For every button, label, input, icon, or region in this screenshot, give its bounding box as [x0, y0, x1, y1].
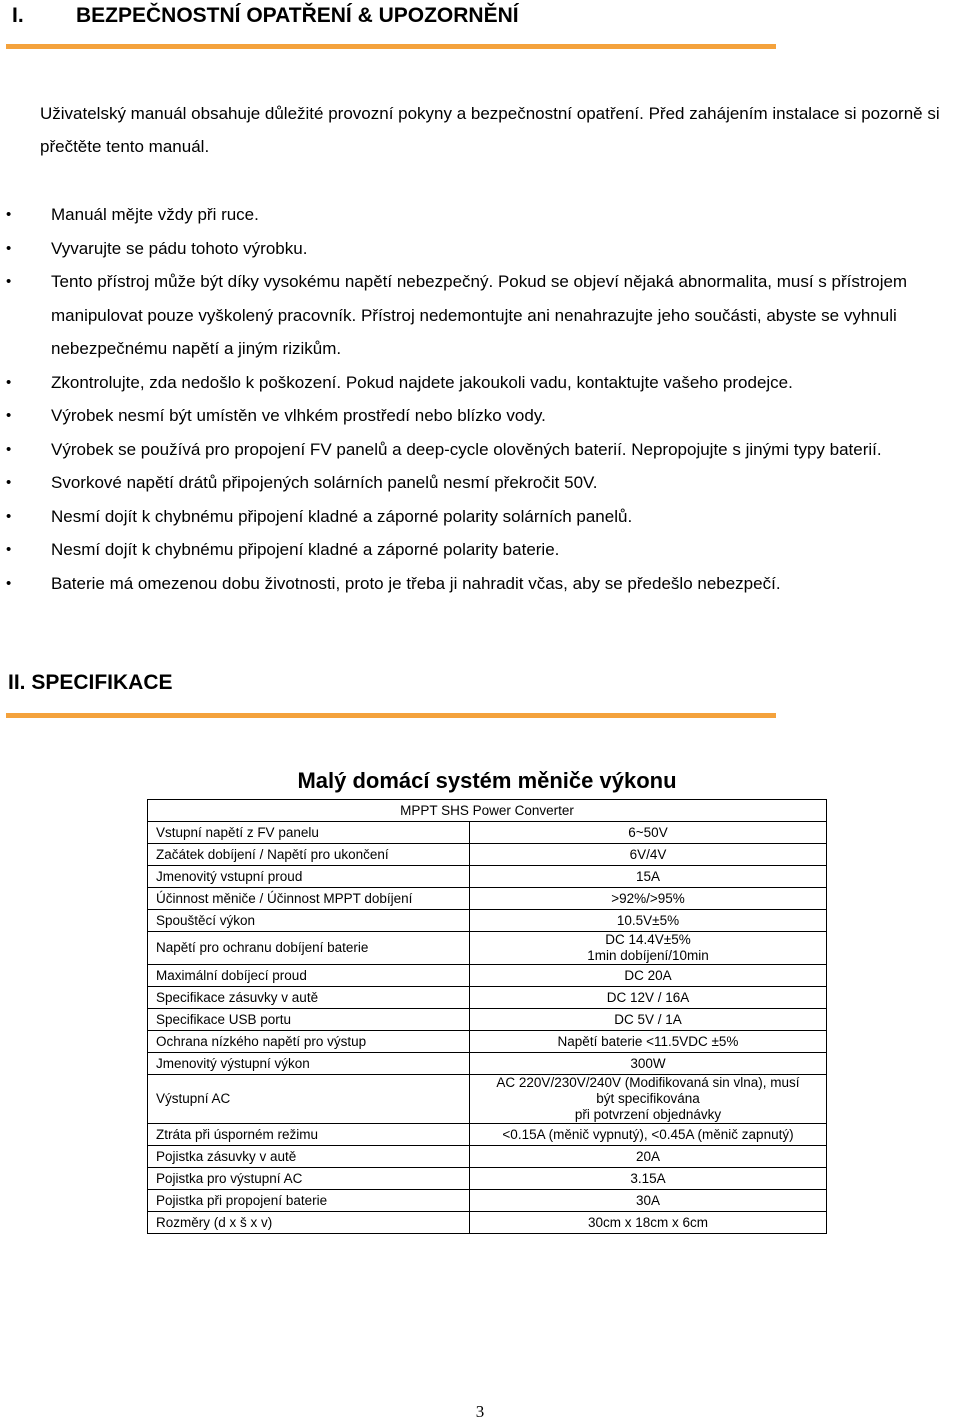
spec-row [148, 965, 827, 987]
spec-row [148, 1190, 827, 1212]
spec-value: DC 5V / 1A [470, 1009, 827, 1031]
spec-label: Rozměry (d x š x v) [148, 1212, 470, 1234]
spec-value: AC 220V/230V/240V (Modifikovaná sin vlna), musí být specifikována při potvrzení objednávky [470, 1075, 827, 1124]
spec-value: 20A [470, 1146, 827, 1168]
spec-value: 6V/4V [470, 844, 827, 866]
bullet-item: • Nesmí dojít k chybnému připojení kladné a záporné polarity baterie. [0, 533, 950, 567]
spec-value: 30cm x 18cm x 6cm [470, 1212, 827, 1234]
spec-label: Jmenovitý vstupní proud [148, 866, 470, 888]
spec-label: Ztráta při úsporném režimu [148, 1124, 470, 1146]
spec-subtitle-row [148, 800, 827, 822]
spec-table-subtitle: MPPT SHS Power Converter [148, 800, 827, 822]
spec-value: 15A [470, 866, 827, 888]
spec-label: Pojistka zásuvky v autě [148, 1146, 470, 1168]
spec-row [148, 1009, 827, 1031]
page-number: 3 [475, 1402, 485, 1421]
section-2-heading: II. SPECIFIKACE [8, 671, 173, 694]
spec-row [148, 1075, 827, 1124]
spec-label: Ochrana nízkého napětí pro výstup [148, 1031, 470, 1053]
spec-label: Účinnost měniče / Účinnost MPPT dobíjení [148, 888, 470, 910]
spec-label: Začátek dobíjení / Napětí pro ukončení [148, 844, 470, 866]
spec-row [148, 1053, 827, 1075]
spec-row [148, 822, 827, 844]
bullet-item: • Zkontrolujte, zda nedošlo k poškození. Pokud najdete jakoukoli vadu, kontaktujte vašeho prodejce. [0, 366, 950, 400]
spec-row [148, 1146, 827, 1168]
spec-value: 3.15A [470, 1168, 827, 1190]
spec-label: Výstupní AC [148, 1075, 470, 1124]
intro-paragraph: Uživatelský manuál obsahuje důležité provozní pokyny a bezpečnostní opatření. Před zahájením instalace si pozorně si přečtěte tento manuál. [40, 104, 940, 156]
spec-row [148, 888, 827, 910]
bullet-item: • Vyvarujte se pádu tohoto výrobku. [0, 232, 950, 266]
spec-label: Specifikace USB portu [148, 1009, 470, 1031]
spec-table [147, 799, 827, 1234]
spec-label: Maximální dobíjecí proud [148, 965, 470, 987]
spec-value: 6~50V [470, 822, 827, 844]
spec-label: Vstupní napětí z FV panelu [148, 822, 470, 844]
bullet-item: • Manuál mějte vždy při ruce. [0, 198, 950, 232]
spec-label: Spouštěcí výkon [148, 910, 470, 932]
spec-row [148, 866, 827, 888]
bullet-item: • Výrobek se používá pro propojení FV panelů a deep-cycle olověných baterií. Nepropojujte s jinými typy baterií. [0, 433, 950, 467]
spec-row [148, 1124, 827, 1146]
spec-value: <0.15A (měnič vypnutý), <0.45A (měnič zapnutý) [470, 1124, 827, 1146]
spec-value: Napětí baterie <11.5VDC ±5% [470, 1031, 827, 1053]
spec-value: DC 20A [470, 965, 827, 987]
spec-row [148, 987, 827, 1009]
section-1-rule [6, 44, 776, 49]
spec-row [148, 1212, 827, 1234]
spec-label: Pojistka při propojení baterie [148, 1190, 470, 1212]
spec-row [148, 844, 827, 866]
spec-label: Jmenovitý výstupní výkon [148, 1053, 470, 1075]
bullet-item: • Svorkové napětí drátů připojených solárních panelů nesmí překročit 50V. [0, 466, 950, 500]
spec-value: 10.5V±5% [470, 910, 827, 932]
safety-bullet-list [0, 198, 950, 600]
spec-label: Specifikace zásuvky v autě [148, 987, 470, 1009]
section-1-title: BEZPEČNOSTNÍ OPATŘENÍ & UPOZORNĚNÍ [76, 4, 519, 27]
spec-label: Napětí pro ochranu dobíjení baterie [148, 932, 470, 965]
spec-value: 30A [470, 1190, 827, 1212]
bullet-item: • Nesmí dojít k chybnému připojení kladné a záporné polarity solárních panelů. [0, 500, 950, 534]
spec-table-title: Malý domácí systém měniče výkonu [297, 768, 677, 793]
spec-row [148, 1168, 827, 1190]
spec-row [148, 1031, 827, 1053]
spec-value: >92%/>95% [470, 888, 827, 910]
spec-value: 300W [470, 1053, 827, 1075]
spec-row [148, 932, 827, 965]
section-2-rule [6, 713, 776, 718]
bullet-item: • Tento přístroj může být díky vysokému napětí nebezpečný. Pokud se objeví nějaká abnormalita, musí s přístrojem manipulovat pouze vyškolený pracovník. Přístroj nedemontujte ani nenahrazujte jeho součásti, abyste se vyhnuli nebezpečnému napětí a jiným rizikům. [0, 265, 950, 366]
bullet-item: • Výrobek nesmí být umístěn ve vlhkém prostředí nebo blízko vody. [0, 399, 950, 433]
section-1-number: I. [12, 4, 24, 27]
spec-value: DC 14.4V±5% 1min dobíjení/10min [470, 932, 827, 965]
bullet-item: • Baterie má omezenou dobu životnosti, proto je třeba ji nahradit včas, aby se předešlo nebezpečí. [0, 567, 950, 601]
spec-value: DC 12V / 16A [470, 987, 827, 1009]
section-1-heading [12, 4, 519, 28]
spec-label: Pojistka pro výstupní AC [148, 1168, 470, 1190]
spec-row [148, 910, 827, 932]
